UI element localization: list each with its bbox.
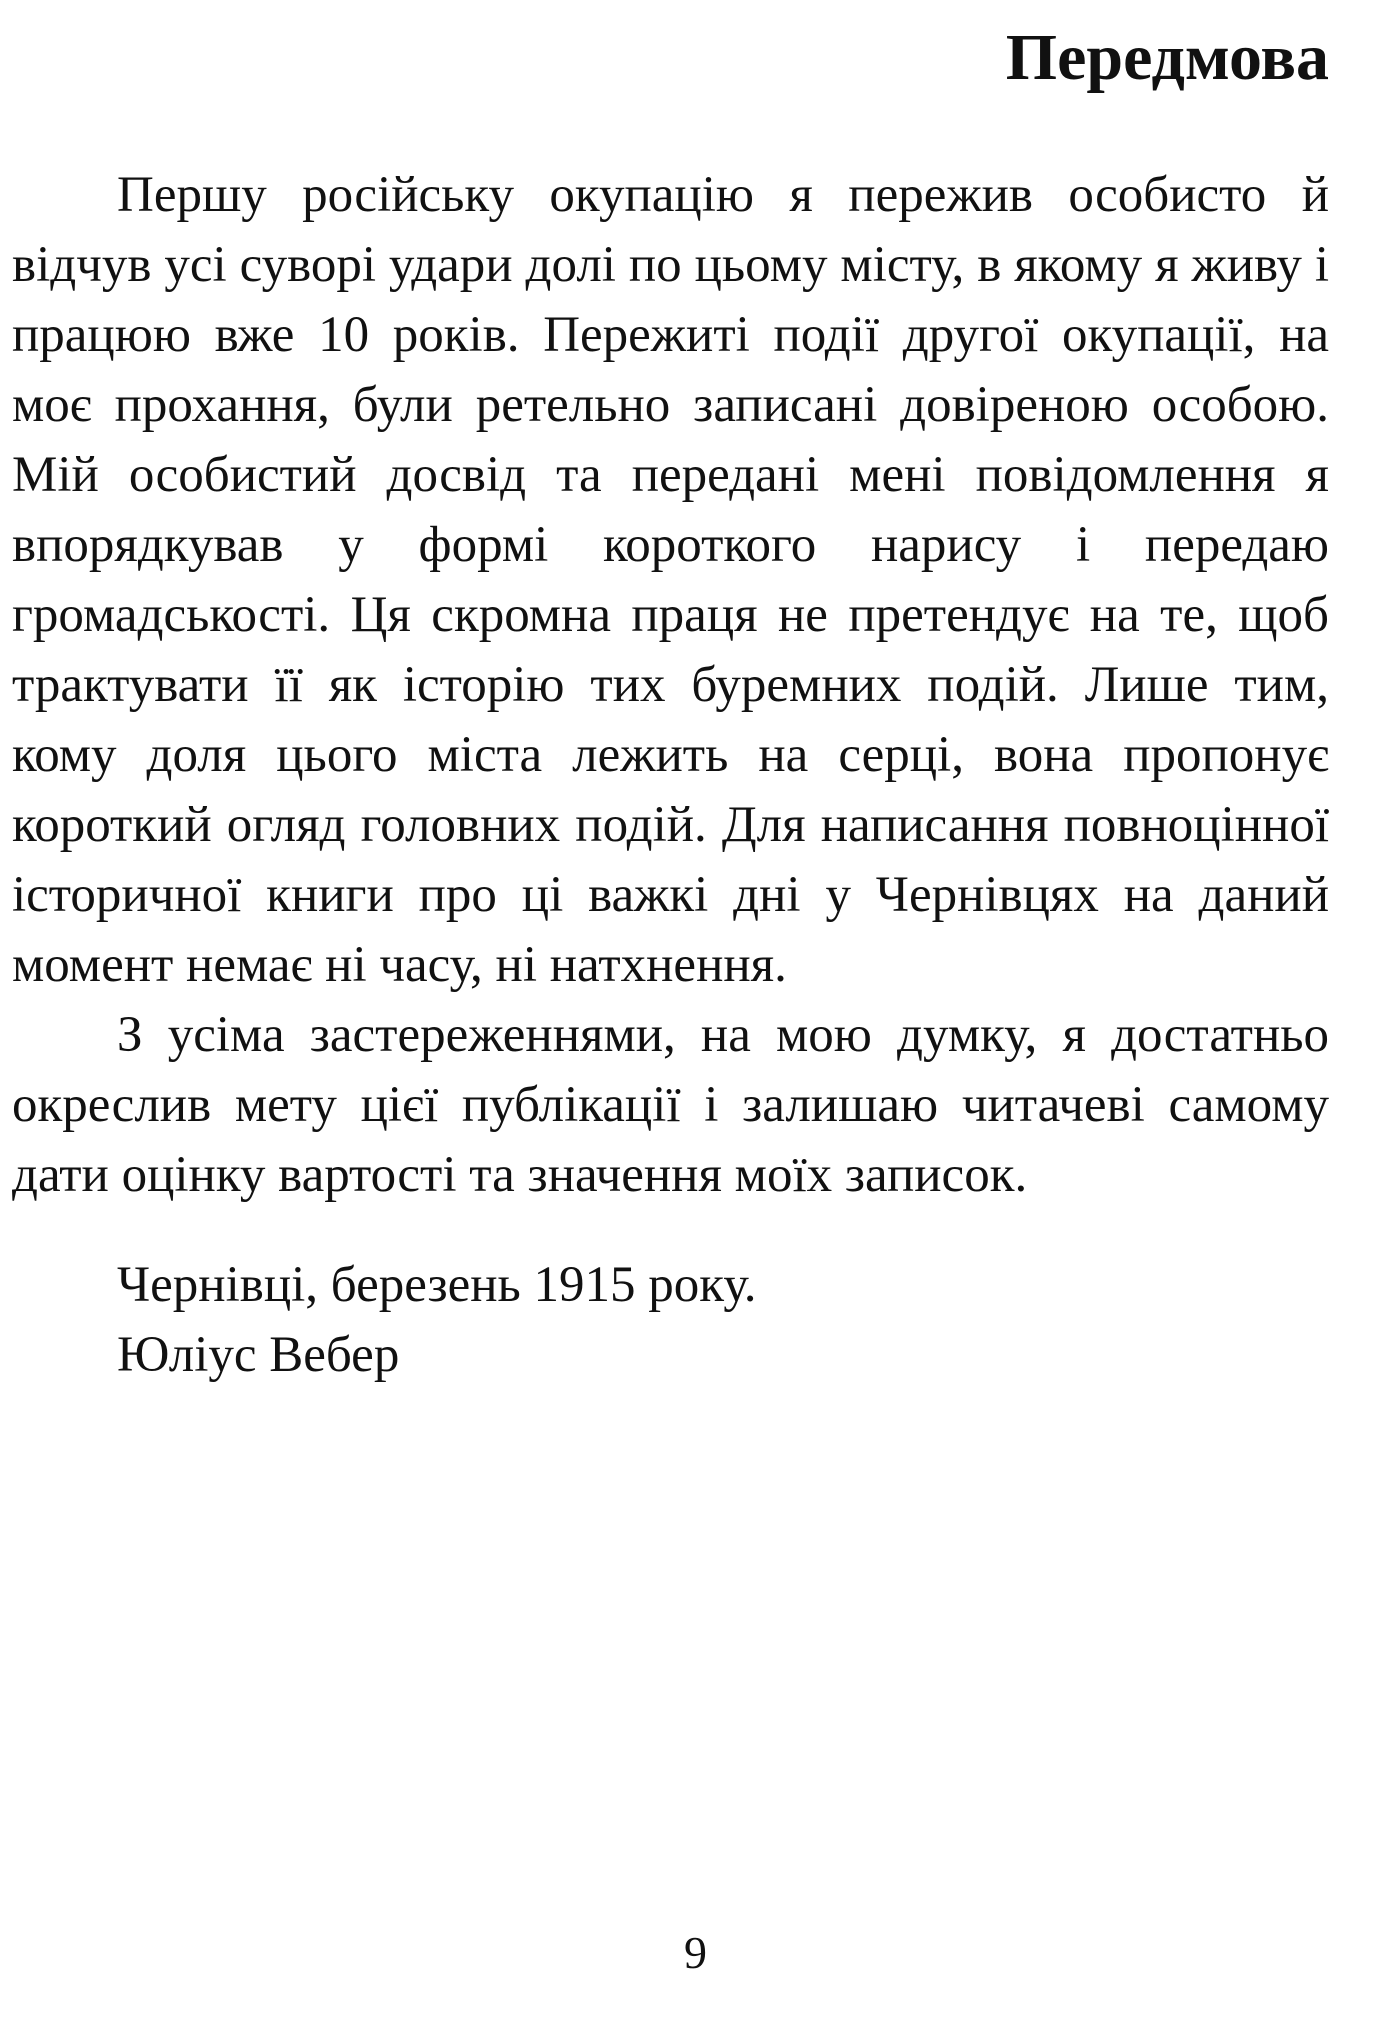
author-name: Юліус Вебер bbox=[117, 1327, 400, 1383]
place-date: Чернівці, березень 1915 року. bbox=[117, 1257, 757, 1313]
paragraph-1: Першу російську окупацію я пережив особисто й відчув усі суворі удари долі по цьому місту, в якому я живу і працюю вже 10 років. Пережиті події другої окупації, на моє прохання, були ретельно записані довіреною особою. Мій особистий досвід та передані мені повідомлення я впорядкував у формі короткого нарису і передаю громадськості. Ця скромна праця не претендує на те, щоб трактувати її як історію тих буремних подій. Лише тим, кому доля цього міста лежить на серці, вона пропонує короткий огляд головних подій. Для написання повноцінної історичної книги про ці важкі дні у Чернівцях на даний момент немає ні часу, ні натхнення. bbox=[12, 167, 1329, 993]
paragraph-2: З усіма застереженнями, на мою думку, я достатньо окреслив мету цієї публікації і залишаю читачеві самому дати оцінку вартості та значення моїх записок. bbox=[12, 1007, 1329, 1203]
preface-body bbox=[12, 160, 1329, 1210]
page-number: 9 bbox=[684, 1927, 707, 1978]
page-title: Передмова bbox=[1005, 21, 1329, 94]
signature-block bbox=[117, 1250, 757, 1390]
